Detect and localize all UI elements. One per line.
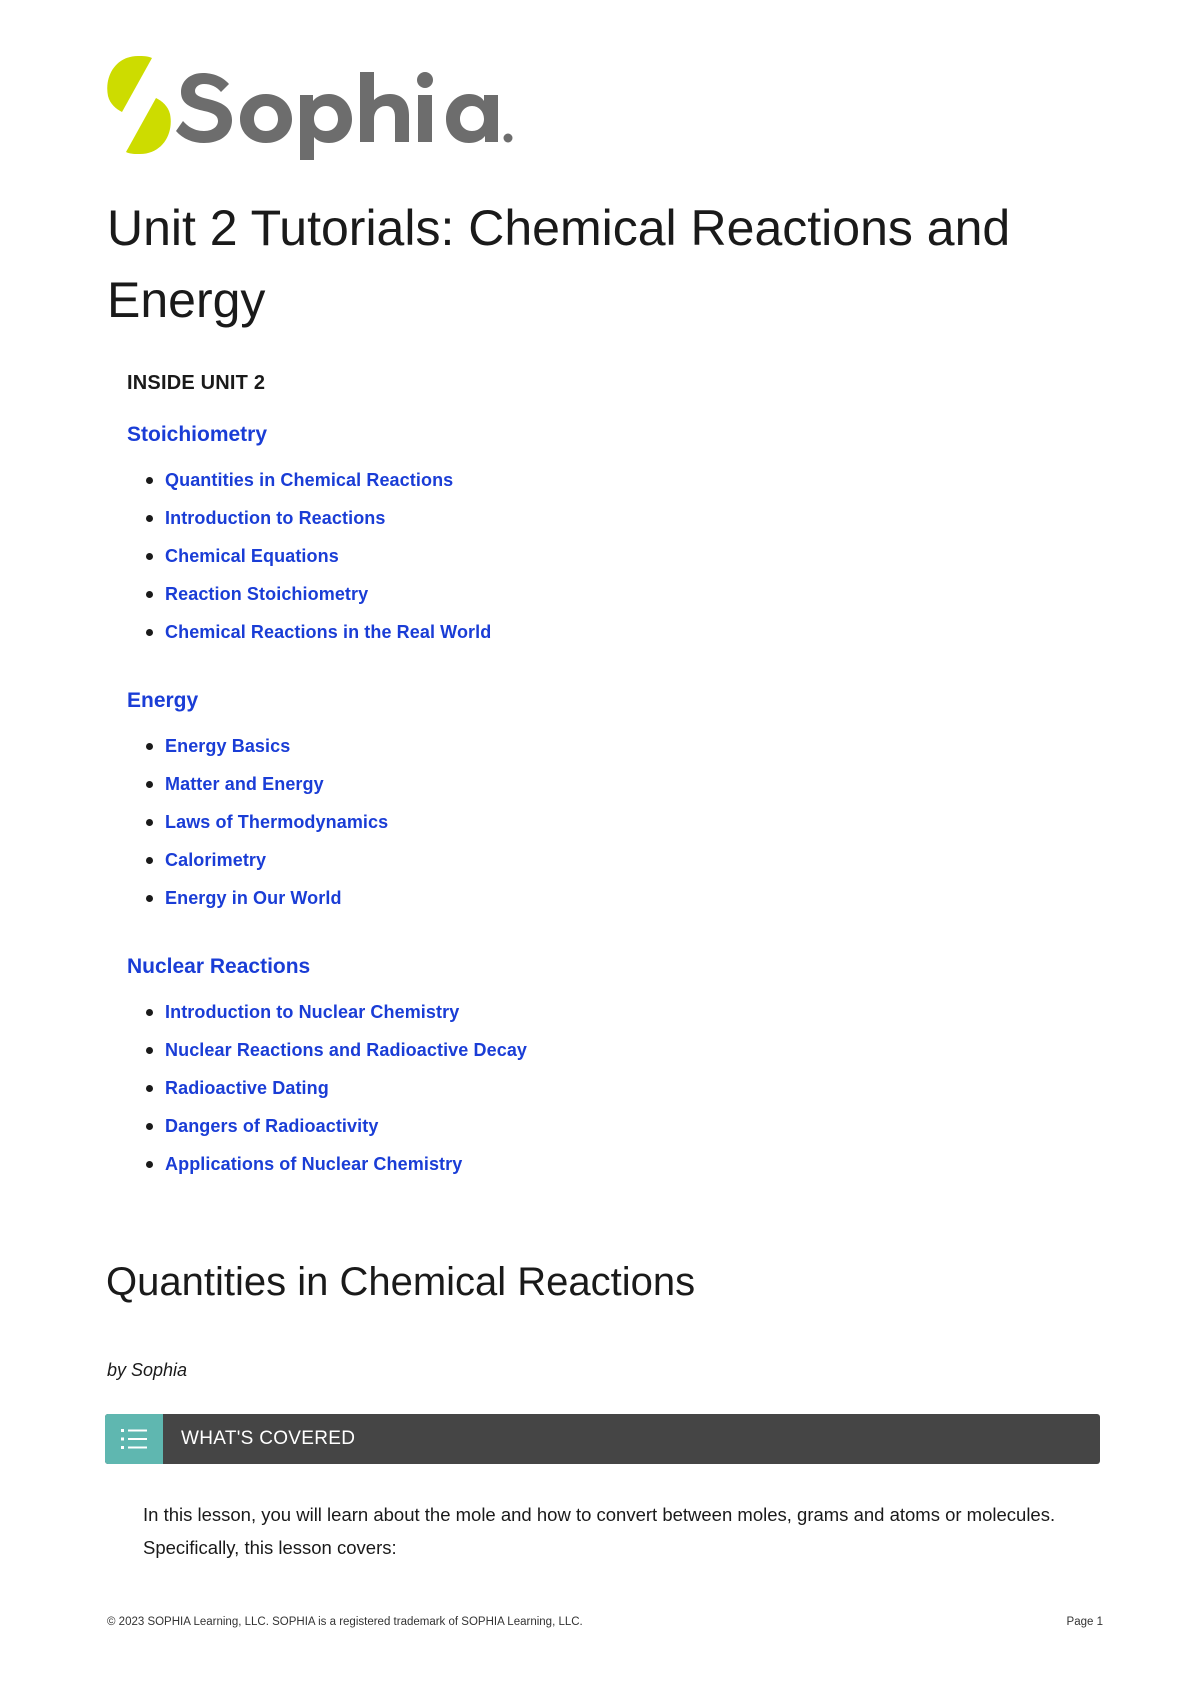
bullet-icon xyxy=(146,1123,153,1130)
bullet-icon xyxy=(146,515,153,522)
toc-item xyxy=(127,1038,927,1076)
footer-copyright: © 2023 SOPHIA Learning, LLC. SOPHIA is a registered trademark of SOPHIA Learning, LLC. xyxy=(107,1616,583,1628)
toc-item xyxy=(127,886,927,924)
bullet-icon xyxy=(146,1161,153,1168)
bullet-icon xyxy=(146,477,153,484)
toc-item xyxy=(127,1152,927,1190)
lesson-intro-text: In this lesson, you will learn about the mole and how to convert between moles, grams and atoms or molecules. Specifically, this lesson covers: xyxy=(143,1504,1056,1558)
toc-link[interactable]: Radioactive Dating xyxy=(165,1078,329,1098)
toc-item xyxy=(127,620,927,658)
bullet-icon xyxy=(146,743,153,750)
toc-section-energy xyxy=(127,686,927,924)
bullet-icon xyxy=(146,857,153,864)
toc-link[interactable]: Matter and Energy xyxy=(165,774,324,794)
toc-item xyxy=(127,848,927,886)
toc-item xyxy=(127,1076,927,1114)
toc-section-link-nuclear-reactions[interactable]: Nuclear Reactions xyxy=(127,955,311,978)
toc-item xyxy=(127,468,927,506)
toc-link[interactable]: Energy Basics xyxy=(165,736,291,756)
toc-item xyxy=(127,544,927,582)
lesson-title: Quantities in Chemical Reactions xyxy=(106,1260,696,1304)
document-title: Unit 2 Tutorials: Chemical Reactions and Energy xyxy=(107,200,1011,328)
toc-link[interactable]: Energy in Our World xyxy=(165,888,342,908)
whats-covered-icon-box xyxy=(105,1414,163,1464)
bullet-icon xyxy=(146,819,153,826)
toc-link[interactable]: Chemical Equations xyxy=(165,546,339,566)
toc-link[interactable]: Introduction to Nuclear Chemistry xyxy=(165,1002,460,1022)
inside-unit-label: INSIDE UNIT 2 xyxy=(127,372,266,394)
toc-item xyxy=(127,1000,927,1038)
toc-link[interactable]: Dangers of Radioactivity xyxy=(165,1116,379,1136)
toc-list xyxy=(127,468,927,658)
toc-link[interactable]: Chemical Reactions in the Real World xyxy=(165,622,492,642)
whats-covered-banner xyxy=(105,1414,1100,1464)
bullet-icon xyxy=(146,1085,153,1092)
toc-link[interactable]: Reaction Stoichiometry xyxy=(165,584,369,604)
bullet-icon xyxy=(146,781,153,788)
sophia-logo xyxy=(104,54,524,164)
toc-section-link-stoichiometry[interactable]: Stoichiometry xyxy=(127,423,268,446)
toc-item xyxy=(127,734,927,772)
sophia-logo-icon xyxy=(104,54,524,164)
lesson-byline: by Sophia xyxy=(107,1360,188,1380)
toc-list xyxy=(127,1000,927,1190)
bullet-icon xyxy=(146,553,153,560)
bullet-icon xyxy=(146,1009,153,1016)
toc-item xyxy=(127,1114,927,1152)
toc-list xyxy=(127,734,927,924)
toc-section-link-energy[interactable]: Energy xyxy=(127,689,199,712)
list-icon xyxy=(120,1427,148,1451)
toc-section-stoichiometry xyxy=(127,420,927,658)
unit-table-of-contents xyxy=(127,420,927,1218)
bullet-icon xyxy=(146,895,153,902)
toc-item xyxy=(127,810,927,848)
toc-link[interactable]: Applications of Nuclear Chemistry xyxy=(165,1154,463,1174)
bullet-icon xyxy=(146,591,153,598)
toc-section-nuclear-reactions xyxy=(127,952,927,1190)
bullet-icon xyxy=(146,629,153,636)
toc-item xyxy=(127,772,927,810)
toc-item xyxy=(127,506,927,544)
whats-covered-label: WHAT'S COVERED xyxy=(181,1428,356,1449)
toc-link[interactable]: Introduction to Reactions xyxy=(165,508,386,528)
toc-link[interactable]: Calorimetry xyxy=(165,850,267,870)
toc-link[interactable]: Quantities in Chemical Reactions xyxy=(165,470,454,490)
bullet-icon xyxy=(146,1047,153,1054)
footer-page-number: Page 1 xyxy=(1066,1616,1103,1628)
toc-link[interactable]: Laws of Thermodynamics xyxy=(165,812,389,832)
toc-link[interactable]: Nuclear Reactions and Radioactive Decay xyxy=(165,1040,528,1060)
toc-item xyxy=(127,582,927,620)
